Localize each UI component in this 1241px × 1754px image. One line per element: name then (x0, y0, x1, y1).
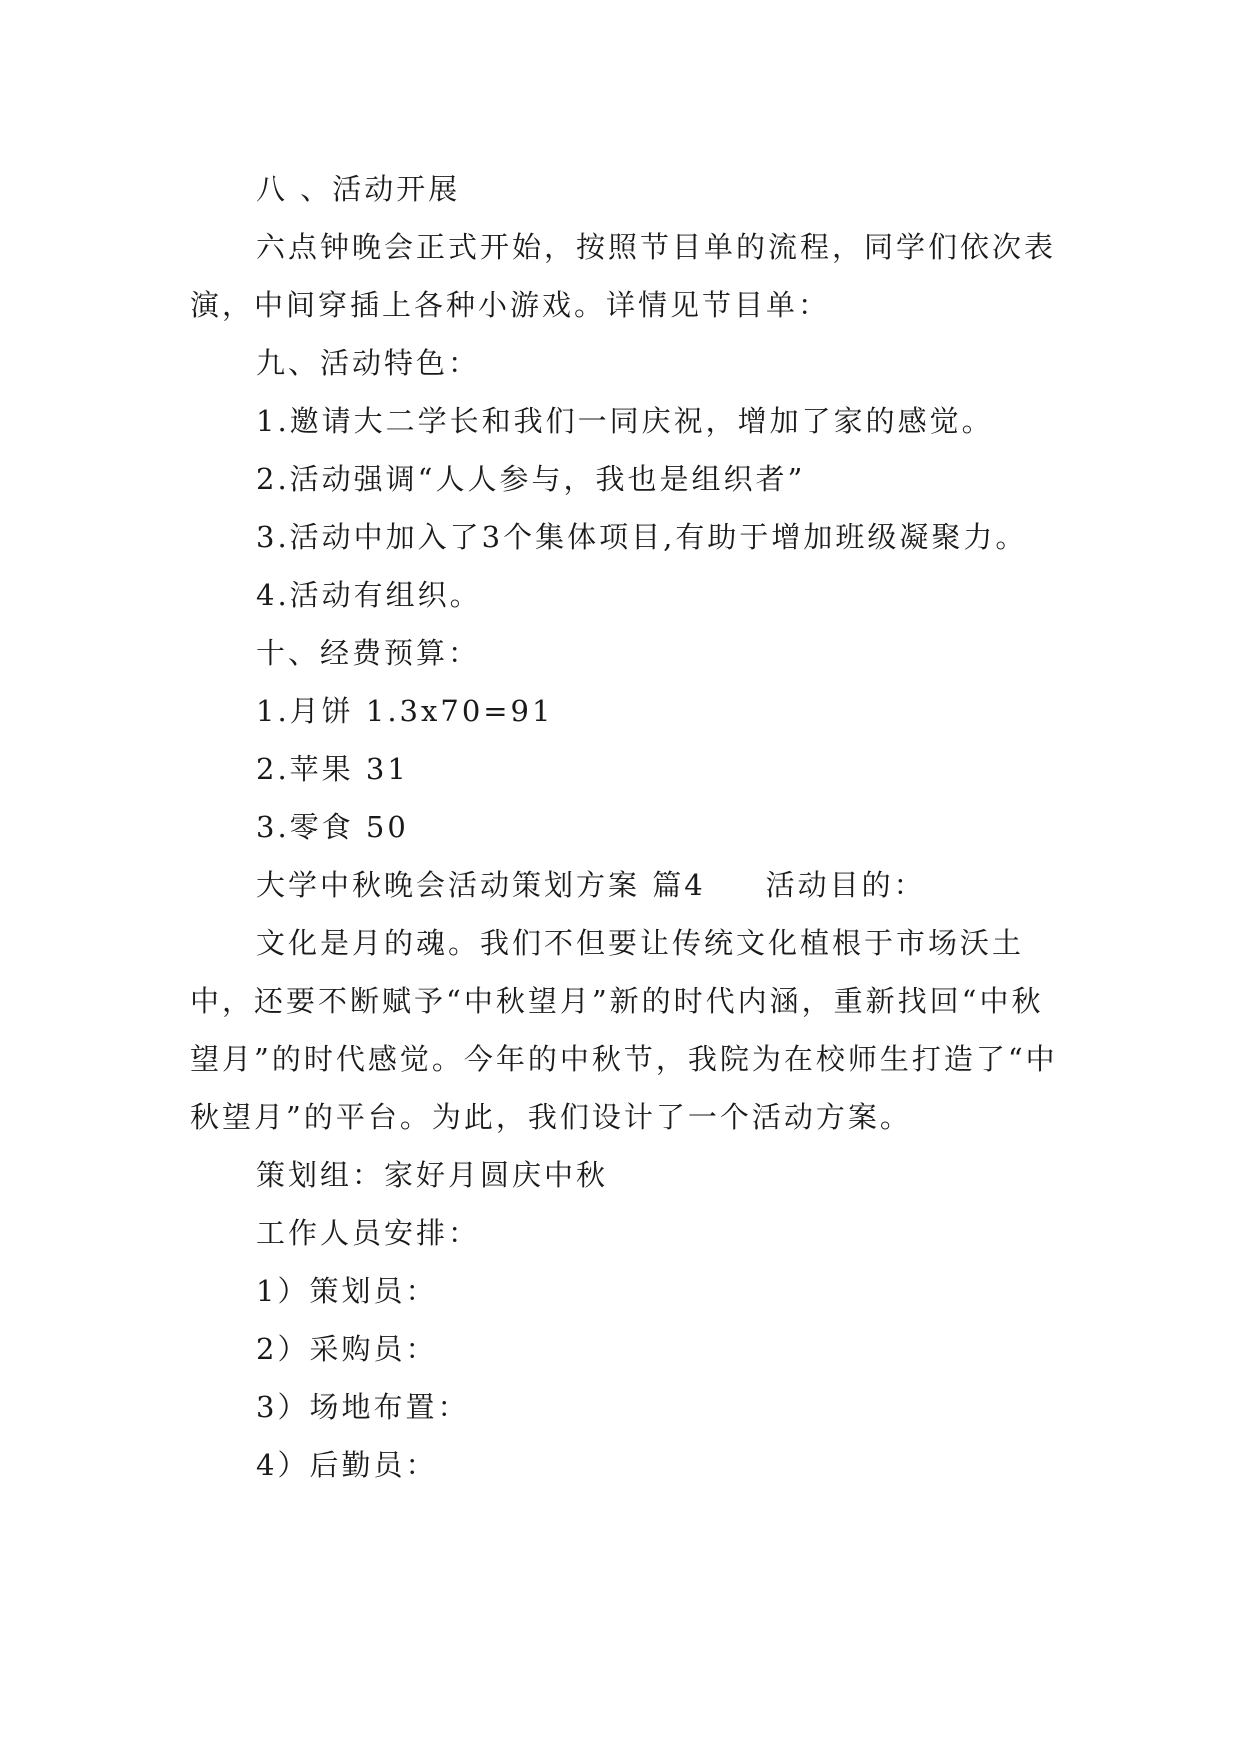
feature-item-2: 2.活动强调“人人参与，我也是组织者” (256, 462, 806, 496)
feature-item-1: 1.邀请大二学长和我们一同庆祝，增加了家的感觉。 (256, 404, 994, 438)
staff-item-1: 1）策划员： (256, 1274, 438, 1308)
staff-item-2: 2）采购员： (256, 1332, 438, 1366)
paragraph-activity-start: 六点钟晚会正式开始，按照节目单的流程，同学们依次表演，中间穿插上各种小游戏。详情见节目单： (190, 230, 1057, 322)
staff-heading: 工作人员安排： (256, 1216, 481, 1250)
feature-item-3: 3.活动中加入了3个集体项目,有助于增加班级凝聚力。 (256, 520, 1028, 554)
staff-item-4: 4）后勤员： (256, 1448, 438, 1482)
section4-title: 大学中秋晚会活动策划方案 篇4 (256, 868, 706, 902)
document-body (190, 160, 1060, 1494)
planning-group: 策划组：家好月圆庆中秋 (256, 1158, 609, 1192)
section4-heading-line (190, 856, 1060, 914)
budget-item-1: 1.月饼 1.3x70=91 (256, 694, 554, 728)
feature-item-4: 4.活动有组织。 (256, 578, 482, 612)
staff-item-3: 3）场地布置： (256, 1390, 470, 1424)
section4-subtitle: 活动目的： (765, 868, 926, 902)
budget-item-3: 3.零食 50 (256, 810, 409, 844)
paragraph-purpose: 文化是月的魂。我们不但要让传统文化植根于市场沃土中，还要不断赋予“中秋望月”新的时代内涵，重新找回“中秋望月”的时代感觉。今年的中秋节，我院为在校师生打造了“中秋望月”的平台。为此，我们设计了一个活动方案。 (190, 926, 1058, 1134)
heading-budget: 十、经费预算： (256, 636, 481, 670)
heading-activity-start: 八 、活动开展 (256, 172, 461, 206)
budget-item-2: 2.苹果 31 (256, 752, 409, 786)
heading-activity-features: 九、活动特色： (256, 346, 481, 380)
